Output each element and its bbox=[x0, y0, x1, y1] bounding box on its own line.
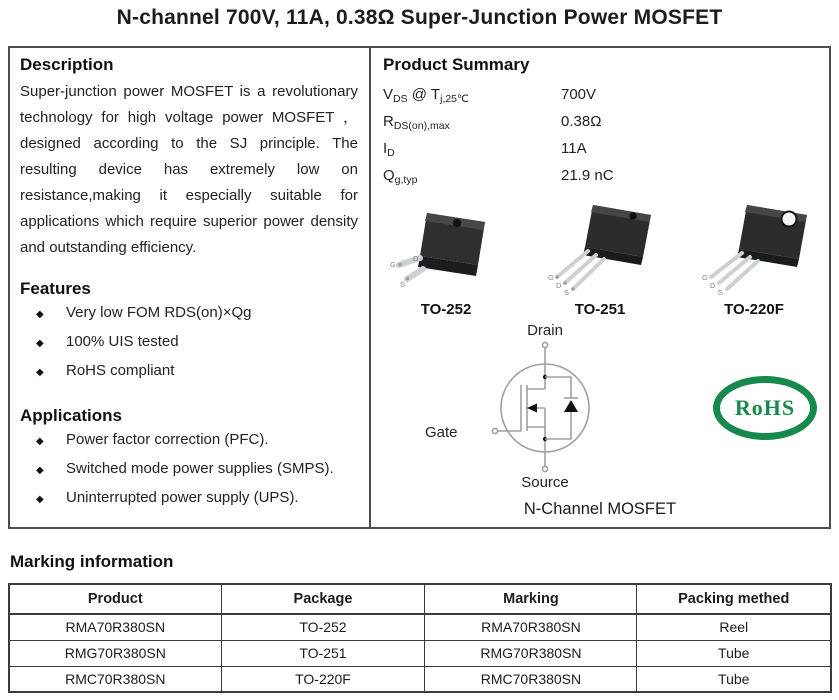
bullet-diamond-icon: ◆ bbox=[36, 494, 44, 505]
feature-label: Very low FOM RDS(on)×Qg bbox=[66, 304, 252, 321]
column-header-package: Package bbox=[221, 584, 425, 614]
features-list bbox=[20, 304, 358, 382]
product-summary-heading: Product Summary bbox=[383, 55, 530, 74]
param-row bbox=[383, 135, 817, 162]
mosfet-symbol-svg bbox=[483, 338, 613, 474]
applications-heading: Applications bbox=[20, 406, 123, 425]
application-label: Power factor correction (PFC). bbox=[66, 431, 269, 448]
mosfet-type-caption: N-Channel MOSFET bbox=[523, 500, 677, 518]
param-symbol: $V_{DS}$ @ $T_{j,25℃}$ bbox=[383, 86, 469, 105]
cell-marking: RMA70R380SN bbox=[425, 614, 637, 640]
description-heading: Description bbox=[20, 55, 114, 74]
package-images-row bbox=[383, 199, 817, 318]
package-caption: TO-251 bbox=[574, 301, 626, 318]
applications-section bbox=[20, 406, 358, 509]
column-header-marking: Marking bbox=[425, 584, 637, 614]
cell-product: RMG70R380SN bbox=[9, 640, 221, 666]
param-row bbox=[383, 162, 817, 189]
cell-packing: Tube bbox=[637, 666, 831, 692]
to-251-package-image bbox=[541, 199, 659, 299]
page-title: N-channel 700V, 11A, 0.38Ω Super-Junction Power MOSFET bbox=[116, 6, 723, 29]
svg-text:G: G bbox=[702, 273, 708, 282]
table-row bbox=[9, 640, 831, 666]
mosfet-symbol bbox=[425, 324, 675, 492]
symbol-row bbox=[383, 324, 817, 492]
applications-list bbox=[20, 431, 358, 509]
package-figure bbox=[539, 199, 661, 318]
param-value: 21.9 nC bbox=[561, 167, 614, 184]
application-label: Switched mode power supplies (SMPS). bbox=[66, 460, 334, 477]
param-value: 700V bbox=[561, 86, 597, 103]
param-symbol: $Q_{g,typ}$ bbox=[383, 167, 418, 186]
rohs-logo bbox=[713, 376, 817, 440]
param-row bbox=[383, 81, 817, 108]
bullet-diamond-icon: ◆ bbox=[36, 338, 44, 349]
package-caption: TO-220F bbox=[724, 301, 784, 318]
list-item bbox=[20, 362, 358, 382]
param-symbol: $R_{DS(on),max}$ bbox=[383, 113, 450, 132]
application-label: Uninterrupted power supply (UPS). bbox=[66, 489, 299, 506]
cell-package: TO-220F bbox=[221, 666, 425, 692]
right-column bbox=[371, 48, 829, 527]
left-column bbox=[10, 48, 371, 527]
svg-text:G: G bbox=[548, 273, 554, 282]
cell-product: RMC70R380SN bbox=[9, 666, 221, 692]
list-item bbox=[20, 333, 358, 353]
marking-information-table bbox=[8, 583, 832, 693]
param-value: 11A bbox=[561, 140, 587, 157]
bullet-diamond-icon: ◆ bbox=[36, 367, 44, 378]
cell-product: RMA70R380SN bbox=[9, 614, 221, 640]
package-caption: TO-252 bbox=[420, 301, 472, 318]
svg-text:D: D bbox=[710, 281, 716, 290]
list-item bbox=[20, 460, 358, 480]
cell-package: TO-252 bbox=[221, 614, 425, 640]
table-header-row bbox=[9, 584, 831, 614]
cell-packing: Reel bbox=[637, 614, 831, 640]
list-item bbox=[20, 304, 358, 324]
column-header-product: Product bbox=[9, 584, 221, 614]
column-header-packing-method: Packing methed bbox=[637, 584, 831, 614]
svg-text:S: S bbox=[718, 288, 724, 297]
source-label: Source bbox=[521, 474, 569, 491]
cell-marking: RMG70R380SN bbox=[425, 640, 637, 666]
cell-marking: RMC70R380SN bbox=[425, 666, 637, 692]
feature-label: 100% UIS tested bbox=[66, 333, 179, 350]
param-symbol: $I_D$ bbox=[383, 140, 395, 159]
param-row bbox=[383, 108, 817, 135]
bullet-diamond-icon: ◆ bbox=[36, 309, 44, 320]
list-item bbox=[20, 431, 358, 451]
marking-information-heading: Marking information bbox=[10, 552, 174, 571]
list-item bbox=[20, 489, 358, 509]
gate-label: Gate bbox=[425, 424, 458, 441]
rohs-logo-text: RoHS bbox=[734, 395, 796, 420]
features-heading: Features bbox=[20, 279, 91, 298]
to-252-package-image bbox=[387, 199, 505, 299]
drain-label: Drain bbox=[527, 322, 563, 339]
param-value: 0.38Ω bbox=[561, 113, 602, 130]
description-text: Super-junction power MOSFET is a revolutionary technology for high voltage power MOSFET ， designed according to the SJ principle. The resulting device has extremely low on resistance,making it especially suitable for applications which require superior power density and outstanding efficiency. bbox=[20, 83, 358, 256]
table-row bbox=[9, 614, 831, 640]
bullet-diamond-icon: ◆ bbox=[36, 436, 44, 447]
table-row bbox=[9, 666, 831, 692]
package-figure bbox=[385, 199, 507, 318]
summary-box bbox=[8, 46, 831, 529]
svg-text:G: G bbox=[390, 260, 396, 269]
features-section bbox=[20, 279, 358, 382]
to-220f-package-image bbox=[695, 199, 813, 299]
cell-packing: Tube bbox=[637, 640, 831, 666]
svg-text:S: S bbox=[400, 280, 406, 289]
svg-text:S: S bbox=[564, 288, 570, 297]
cell-package: TO-251 bbox=[221, 640, 425, 666]
svg-text:D: D bbox=[556, 281, 562, 290]
package-figure bbox=[693, 199, 815, 318]
product-summary-params bbox=[383, 81, 817, 189]
feature-label: RoHS compliant bbox=[66, 362, 175, 379]
svg-text:D: D bbox=[413, 254, 419, 263]
bullet-diamond-icon: ◆ bbox=[36, 465, 44, 476]
